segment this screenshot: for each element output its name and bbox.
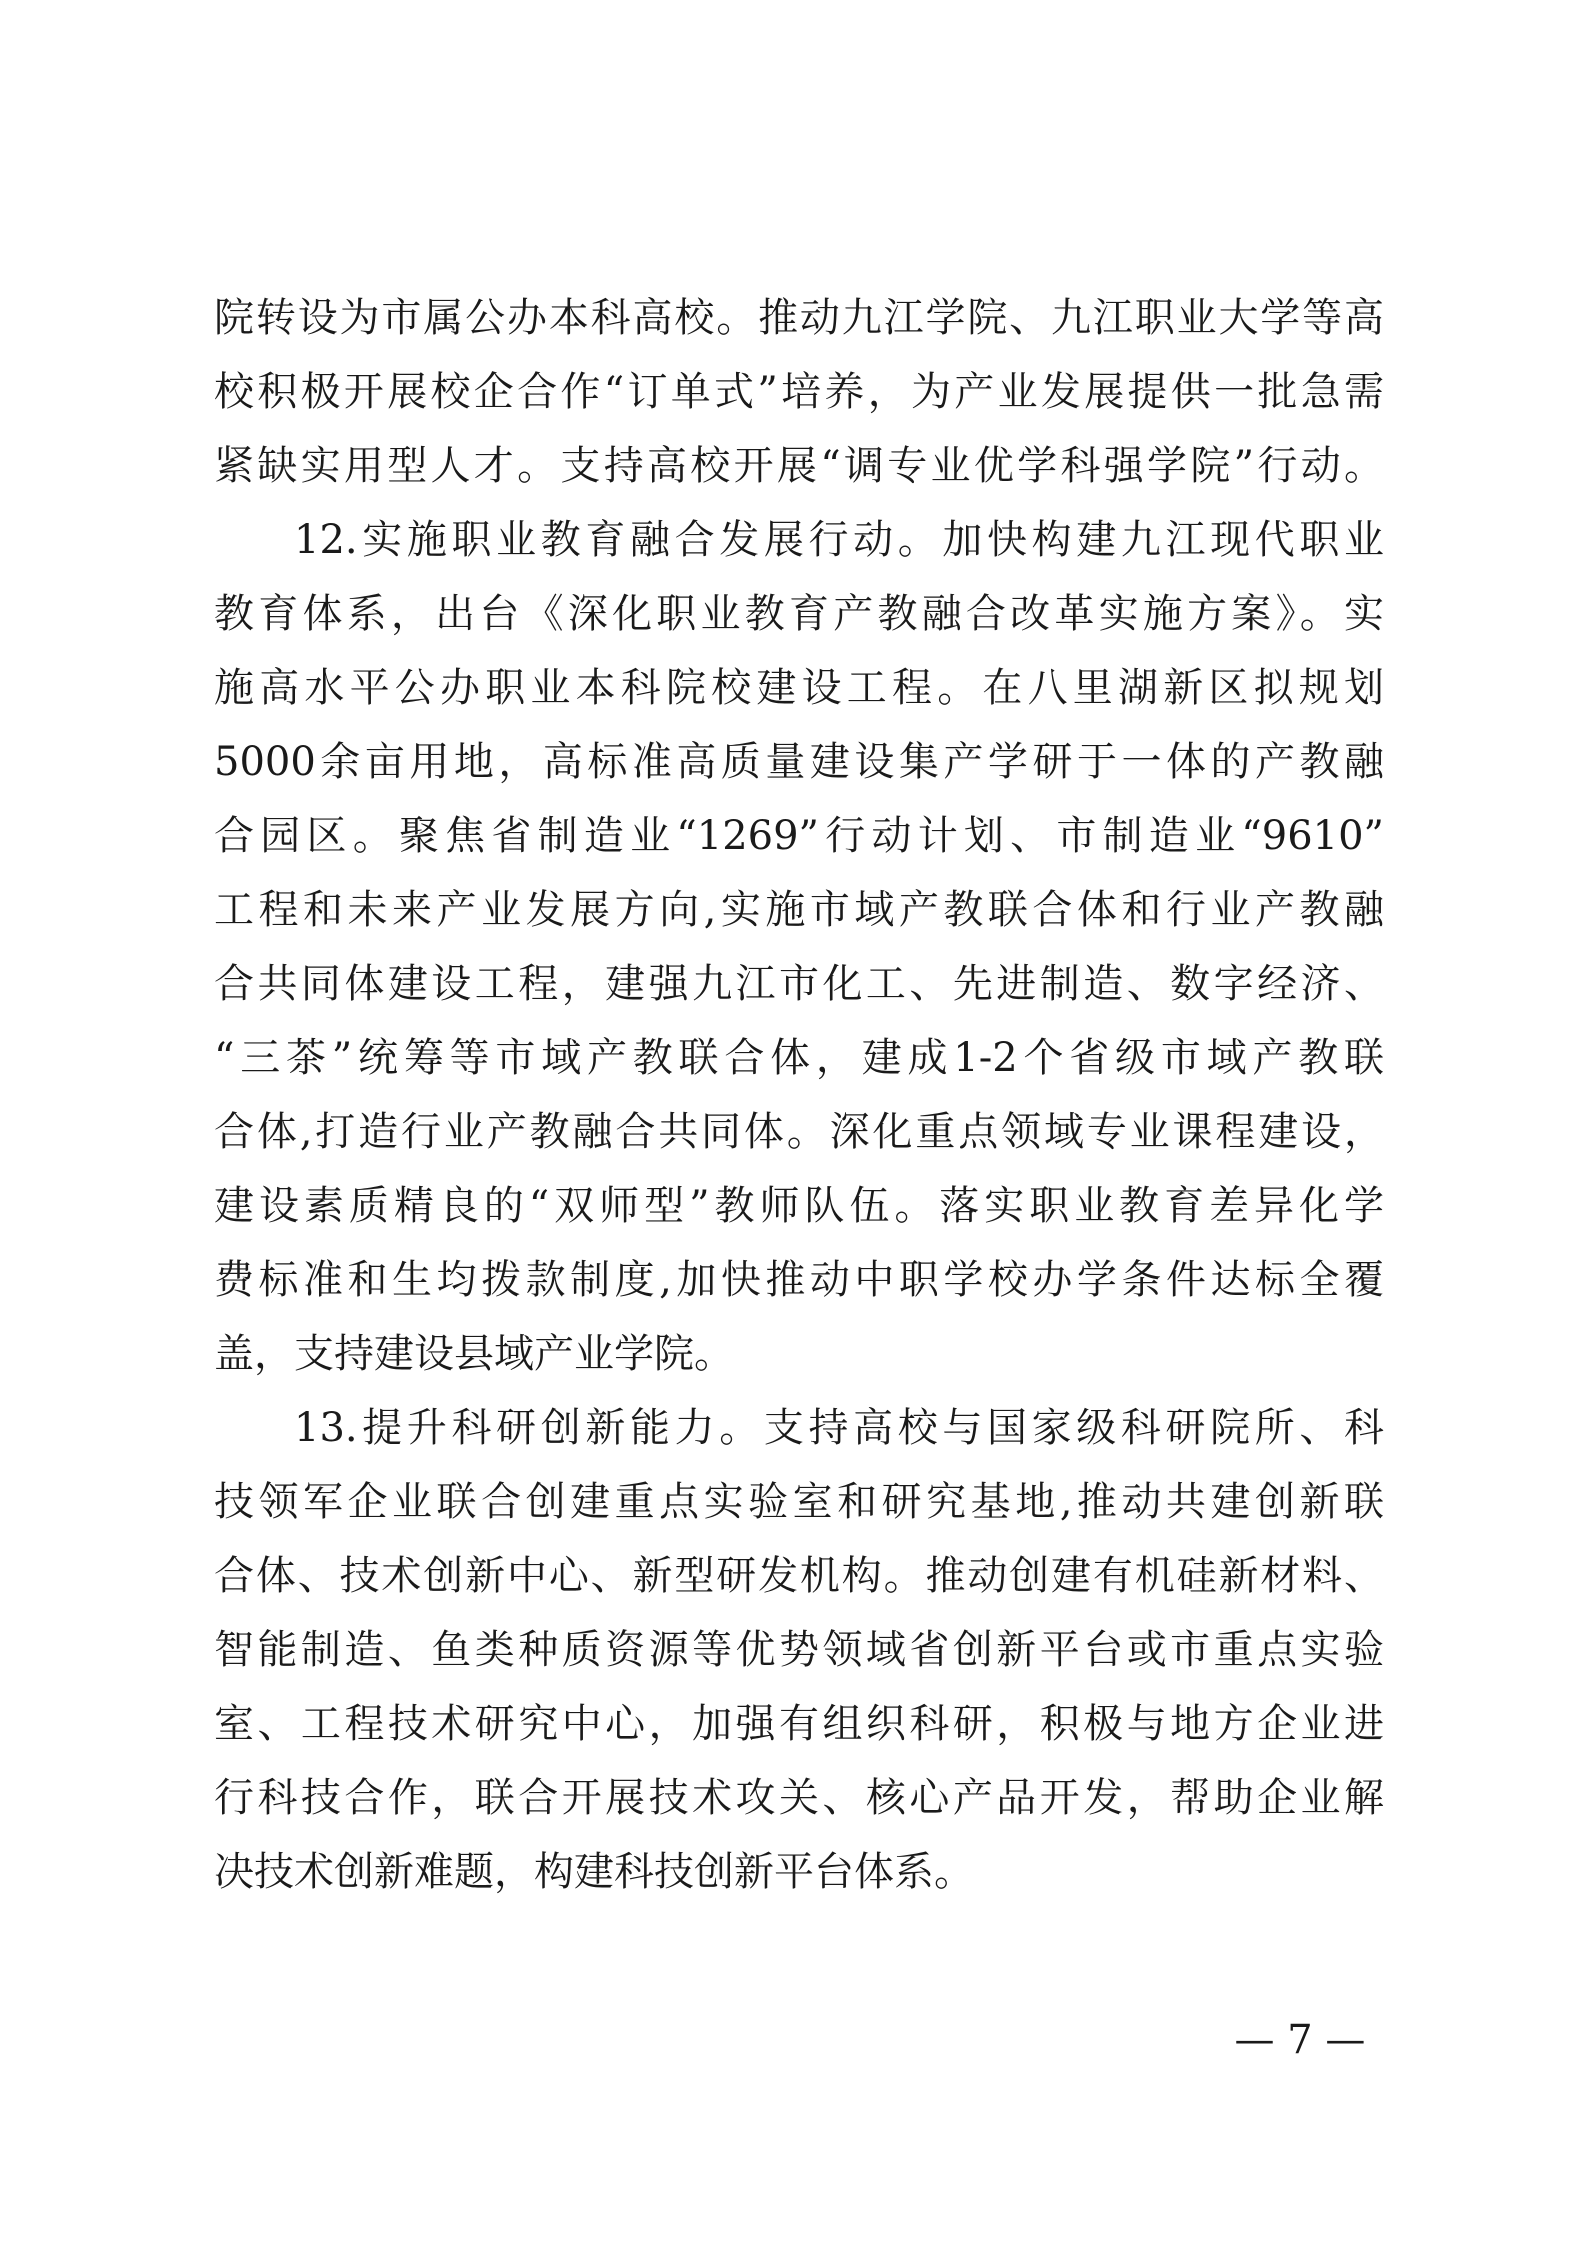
text-line: 紧缺实用型人才。支持高校开展“调专业优学科强学院”行动。 — [214, 443, 1384, 489]
text-line: 13.提升科研创新能力。支持高校与国家级科研院所、科 — [294, 1405, 1384, 1451]
text-line: 行科技合作，联合开展技术攻关、核心产品开发，帮助企业解 — [214, 1775, 1384, 1821]
text-line: 施高水平公办职业本科院校建设工程。在八里湖新区拟规划 — [214, 665, 1384, 711]
text-line: 费标准和生均拨款制度,加快推动中职学校办学条件达标全覆 — [214, 1257, 1384, 1303]
text-line: 智能制造、鱼类种质资源等优势领域省创新平台或市重点实验 — [214, 1627, 1384, 1673]
text-line: 教育体系，出台《深化职业教育产教融合改革实施方案》。实 — [214, 591, 1384, 637]
text-line: 合共同体建设工程，建强九江市化工、先进制造、数字经济、 — [214, 961, 1384, 1007]
text-line: “三茶”统筹等市域产教联合体，建成1-2个省级市域产教联 — [214, 1035, 1384, 1081]
text-line: 校积极开展校企合作“订单式”培养，为产业发展提供一批急需 — [214, 369, 1384, 415]
text-line: 建设素质精良的“双师型”教师队伍。落实职业教育差异化学 — [214, 1183, 1384, 1229]
text-line: 盖，支持建设县域产业学院。 — [214, 1331, 734, 1377]
page-number: — 7 — — [1234, 2017, 1366, 2063]
text-line: 合体,打造行业产教融合共同体。深化重点领域专业课程建设， — [214, 1109, 1384, 1155]
text-line: 工程和未来产业发展方向,实施市域产教联合体和行业产教融 — [214, 887, 1384, 933]
text-line: 技领军企业联合创建重点实验室和研究基地,推动共建创新联 — [214, 1479, 1384, 1525]
text-line: 室、工程技术研究中心，加强有组织科研，积极与地方企业进 — [214, 1701, 1384, 1747]
text-line: 5000余亩用地，高标准高质量建设集产学研于一体的产教融 — [214, 739, 1384, 785]
text-line: 决技术创新难题，构建科技创新平台体系。 — [214, 1849, 974, 1895]
text-line: 院转设为市属公办本科高校。推动九江学院、九江职业大学等高 — [214, 295, 1384, 341]
text-line: 合体、技术创新中心、新型研发机构。推动创建有机硅新材料、 — [214, 1553, 1384, 1599]
text-line: 合园区。聚焦省制造业“1269”行动计划、市制造业“9610” — [214, 813, 1384, 859]
text-line: 12.实施职业教育融合发展行动。加快构建九江现代职业 — [294, 517, 1384, 563]
